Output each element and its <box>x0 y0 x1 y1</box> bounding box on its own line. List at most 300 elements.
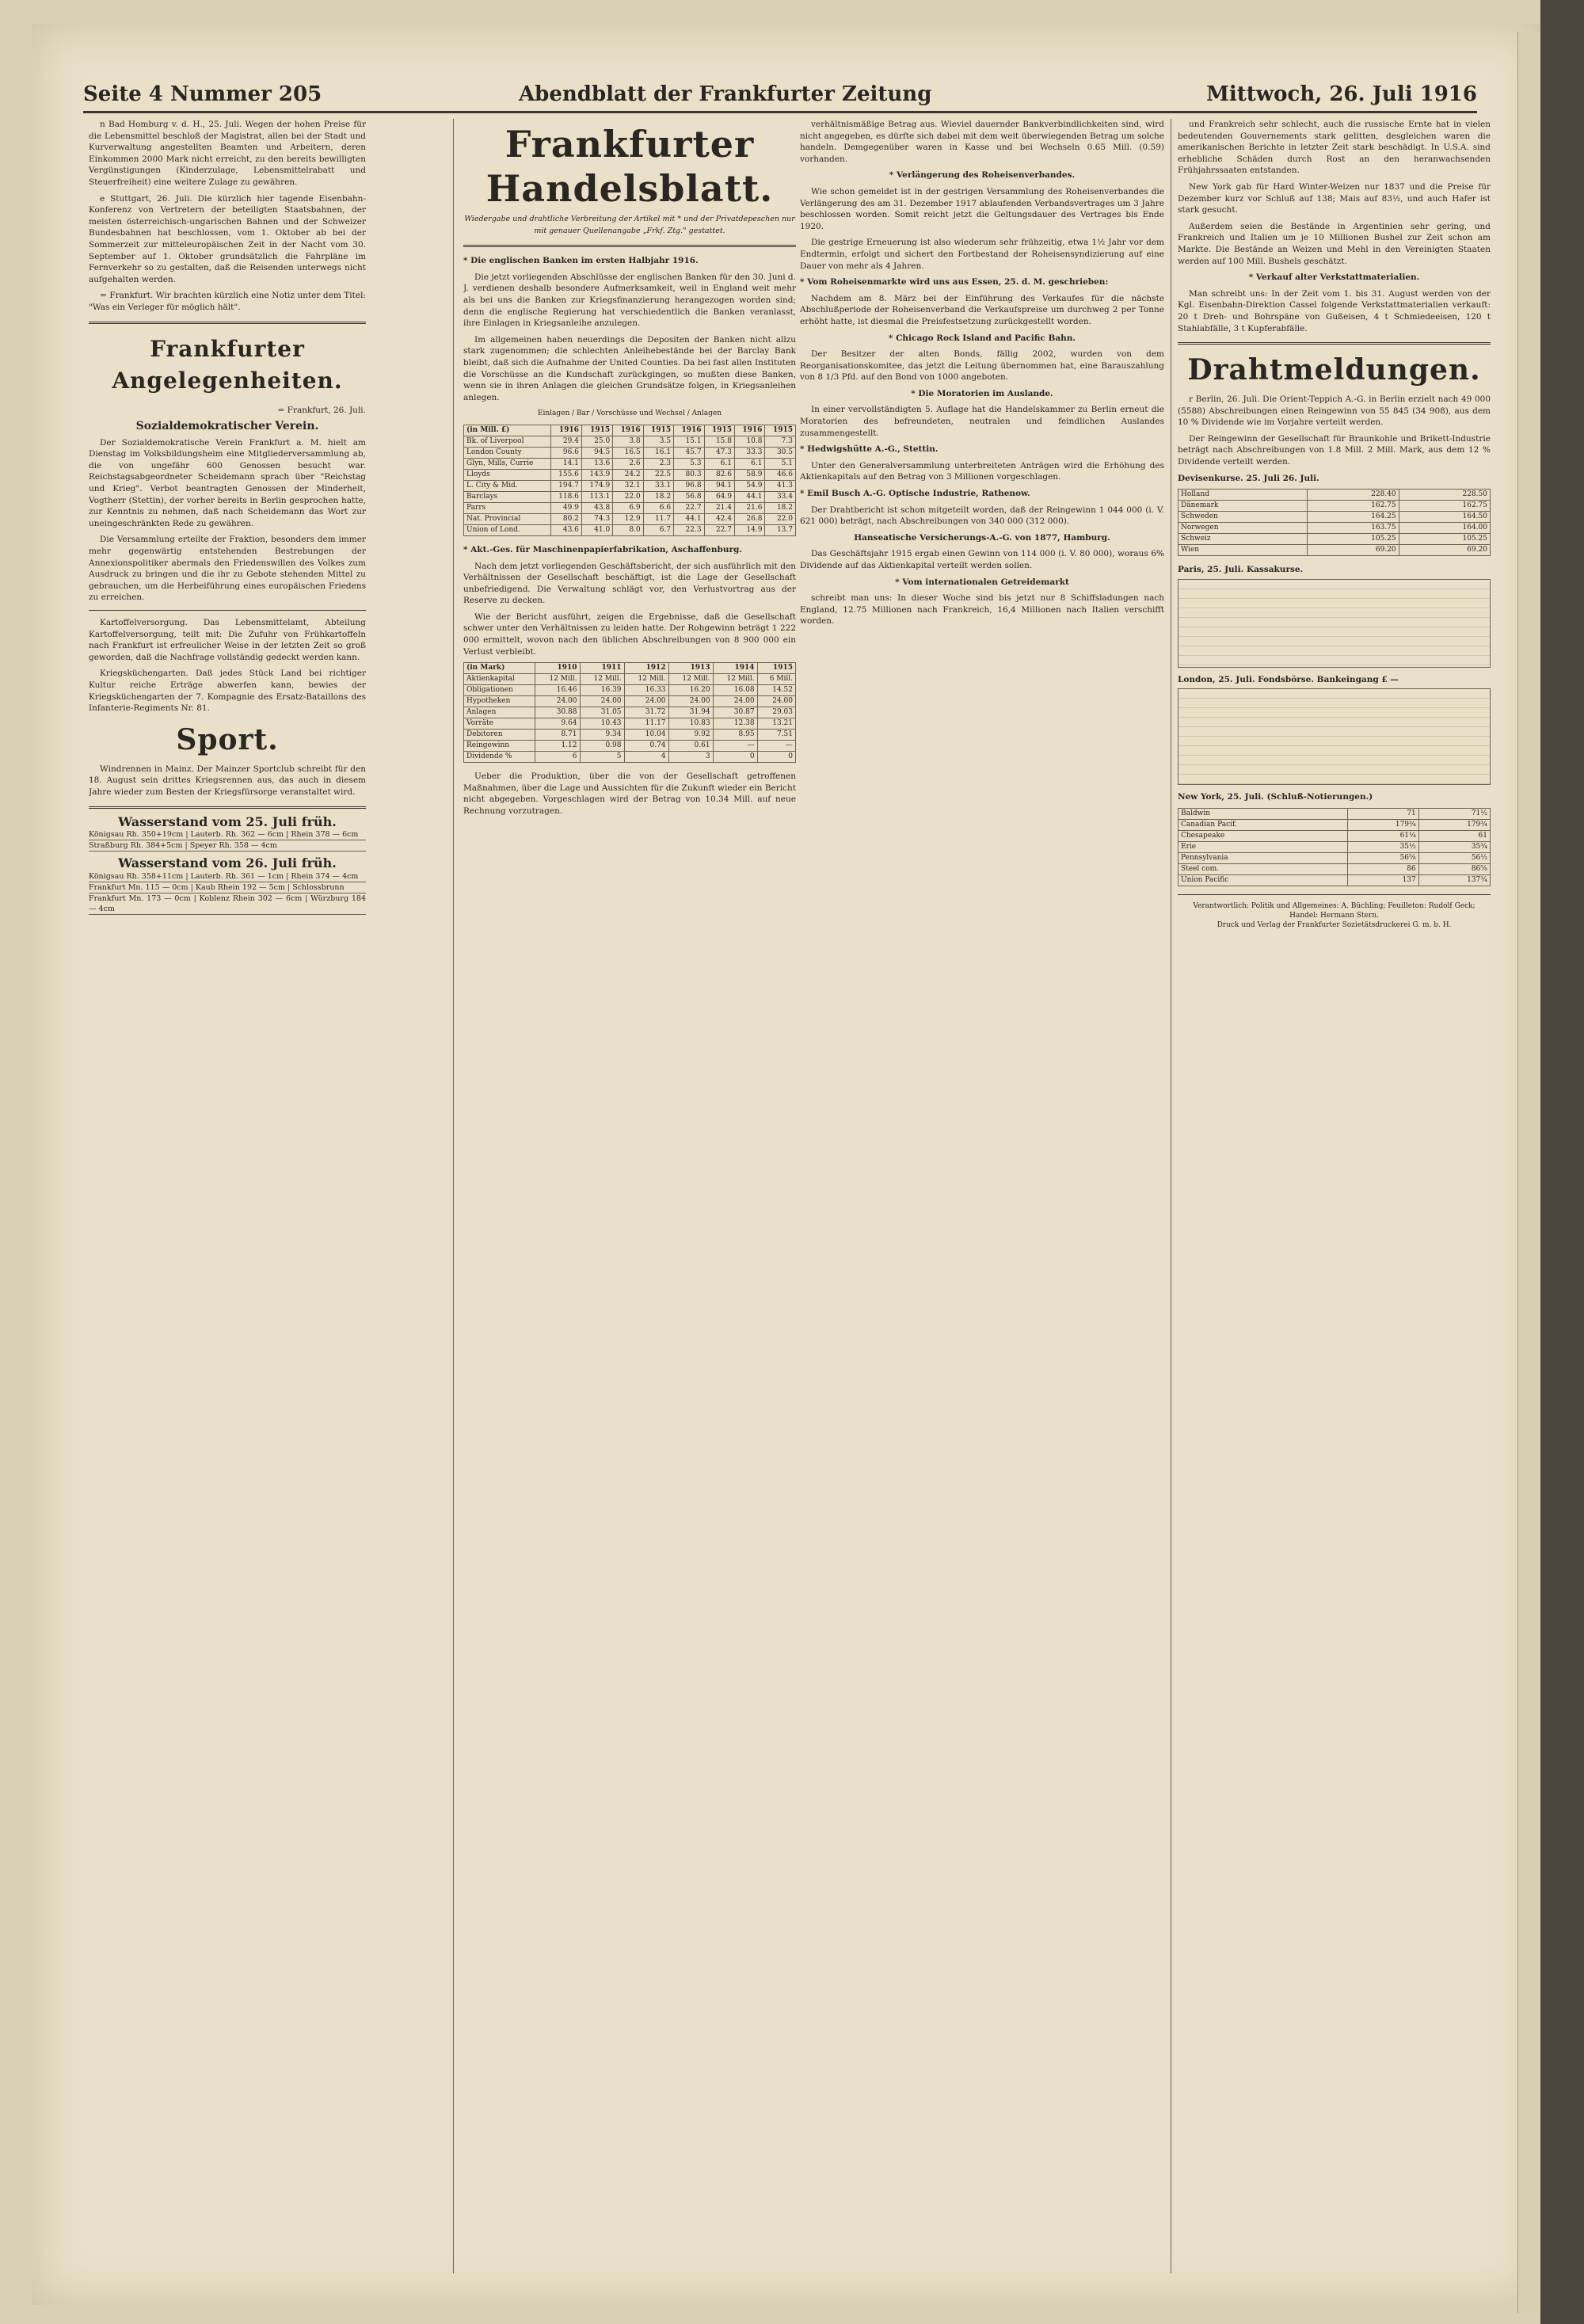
table-cell: 96.8 <box>674 480 704 491</box>
table-cell: 0 <box>757 752 795 763</box>
table-cell: 44.1 <box>674 513 704 524</box>
table-cell: 155.6 <box>550 469 581 480</box>
table-cell: 44.1 <box>735 491 765 502</box>
table-cell: 24.00 <box>580 696 624 707</box>
table-cell: 24.00 <box>668 696 713 707</box>
table-cell: Dänemark <box>1178 501 1308 512</box>
table-header-cell: (in Mill. £) <box>464 425 551 436</box>
table-cell: 22.7 <box>704 524 734 535</box>
table-cell: 163.75 <box>1308 523 1399 534</box>
page-number: Seite 4 Nummer 205 <box>83 82 322 106</box>
table-cell: 174.9 <box>581 480 612 491</box>
article-text: Der Reingewinn der Gesellschaft für Braunkohle und Brikett-Industrie beträgt nach Abschreibungen von 1.8 Mill. 2 Mill. Mark, aus dem 12 % Dividende verteilt werden. <box>1178 433 1491 467</box>
table-row <box>464 513 796 524</box>
dateline: = Frankfurt, 26. Juli. <box>277 405 366 415</box>
table-row <box>464 718 796 730</box>
article-text: Nachdem am 8. März bei der Einführung des Verkaufes für die nächste Abschlußperiode der Roheisenverband die Verkaufspreise um durchweg 2 per Tonne erhöht hatte, ist diesmal die Preisfestsetzung zurückgestellt worden. <box>800 293 1164 326</box>
table-cell: 15.8 <box>704 436 734 447</box>
table-cell: 58.9 <box>735 469 765 480</box>
table-cell: Anlagen <box>464 707 535 718</box>
article-text: verhältnismäßige Betrag aus. Wieviel dauernder Bankverbindlichkeiten sind, wird nicht angegeben, es dürfte sich dabei mit dem weit überwiegenden Betrag um solche handeln. Demgegenüber waren in Kasse und bei Wechseln 0.65 Mill. (0.59) vorhanden. <box>800 120 1164 164</box>
table-header-cell: 1915 <box>643 425 673 436</box>
table-caption: Einlagen / Bar / Vorschüsse und Wechsel / Anlagen <box>537 410 722 418</box>
table-cell: Barclays <box>464 491 551 502</box>
table-cell: 21.4 <box>704 502 734 513</box>
column-3 <box>800 119 1164 2289</box>
table-cell: 16.33 <box>624 685 668 696</box>
table-header-cell: 1915 <box>765 425 796 436</box>
balance-table <box>463 662 796 763</box>
table-cell: 12 Mill. <box>580 674 624 685</box>
article-text: Die gestrige Erneuerung ist also wiederum sehr frühzeitig, etwa 1½ Jahr vor dem Endtermin, erfolgt und sichert den Fortbestand der Roheisensyndizierung auf eine Dauer von mehr als 4 Jahren. <box>800 238 1164 271</box>
table-header-cell: 1916 <box>674 425 704 436</box>
imprint: Druck und Verlag der Frankfurter Sozietätsdruckerei G. m. b. H. <box>1217 921 1452 930</box>
table-header-cell: 1916 <box>613 425 643 436</box>
table-cell: 56.8 <box>674 491 704 502</box>
table-cell: 14.52 <box>757 685 795 696</box>
table-cell: 24.00 <box>757 696 795 707</box>
table-cell: 6.6 <box>643 502 673 513</box>
table-cell: 42.4 <box>704 513 734 524</box>
water-level-row: Straßburg Rh. 384+5cm | Speyer Rh. 358 — 4cm <box>89 840 366 851</box>
table-row <box>464 752 796 763</box>
table-header-cell: 1910 <box>535 663 580 674</box>
table-cell: 179¾ <box>1418 820 1490 831</box>
table-cell: 12 Mill. <box>624 674 668 685</box>
rates-table <box>1178 808 1491 886</box>
water-level-row: Königsau Rh. 358+11cm | Lauterb. Rh. 361 — 1cm | Rhein 374 — 4cm <box>89 871 366 882</box>
scan-border <box>1540 0 1584 2324</box>
article-text: Windrennen in Mainz. Der Mainzer Sportclub schreibt für den 18. August sein drittes Kriegsrennen aus, das auch in diesem Jahre wieder zum Besten der Kriegsfürsorge veranstaltet wird. <box>89 764 366 797</box>
article-text: schreibt man uns: In dieser Woche sind bis jetzt nur 8 Schiffsladungen nach England, 12.75 Millionen nach Frankreich, 16,4 Millionen nach Italien verschifft worden. <box>800 593 1164 627</box>
article-heading: * Die Moratorien im Auslande. <box>911 388 1053 398</box>
table-cell: 30.87 <box>713 707 757 718</box>
table-cell: 0.74 <box>624 741 668 752</box>
table-cell: 9.34 <box>580 730 624 741</box>
table-cell: 16.46 <box>535 685 580 696</box>
table-cell: 22.7 <box>674 502 704 513</box>
table-cell: 31.94 <box>668 707 713 718</box>
table-header-cell: 1915 <box>581 425 612 436</box>
table-cell: 56½ <box>1418 853 1490 864</box>
table-cell: 162.75 <box>1399 501 1490 512</box>
table-cell: 33.4 <box>765 491 796 502</box>
masthead: Frankfurter Handelsblatt. <box>485 123 774 210</box>
table-row <box>464 741 796 752</box>
table-row <box>1178 842 1491 853</box>
table-cell: 21.6 <box>735 502 765 513</box>
table-cell: 11.7 <box>643 513 673 524</box>
subheading: Sozialdemokratischer Verein. <box>135 420 319 433</box>
column-4 <box>1178 119 1491 2257</box>
table-cell: 16.1 <box>643 447 673 458</box>
article-text: In einer vervollständigten 5. Auflage hat die Handelskammer zu Berlin erneut die Moratorien des befreundeten, neutralen und feindlichen Auslandes zusammengestellt. <box>800 405 1164 438</box>
table-cell: 12 Mill. <box>535 674 580 685</box>
table-cell: 18.2 <box>643 491 673 502</box>
table-cell: Canadian Pacif. <box>1178 820 1348 831</box>
table-cell: 13.6 <box>581 458 612 469</box>
divider <box>1178 894 1491 895</box>
column-2 <box>463 119 796 2289</box>
table-cell: 164.00 <box>1399 523 1490 534</box>
table-cell: 94.1 <box>704 480 734 491</box>
table-cell: 96.6 <box>550 447 581 458</box>
table-cell: 11.17 <box>624 718 668 730</box>
table-cell: Schweiz <box>1178 534 1308 545</box>
table-cell: 5.3 <box>674 458 704 469</box>
table-cell: Vorräte <box>464 718 535 730</box>
table-cell: 16.20 <box>668 685 713 696</box>
table-cell: 33.3 <box>735 447 765 458</box>
table-cell: 10.43 <box>580 718 624 730</box>
quotes-table <box>1178 688 1491 785</box>
table-cell: 4 <box>624 752 668 763</box>
article-text: Das Geschäftsjahr 1915 ergab einen Gewinn von 114 000 (i. V. 80 000), woraus 6% Dividende auf das Aktienkapital verteilt werden sollen. <box>800 549 1164 570</box>
table-cell: 0.61 <box>668 741 713 752</box>
table-cell: 69.20 <box>1399 545 1490 556</box>
table-cell: 45.7 <box>674 447 704 458</box>
table-header-cell: 1915 <box>704 425 734 436</box>
table-cell: 14.1 <box>550 458 581 469</box>
page-header <box>83 79 1477 113</box>
table-cell: 6.1 <box>735 458 765 469</box>
newspaper-title: Abendblatt der Frankfurter Zeitung <box>519 82 932 106</box>
table-cell: — <box>757 741 795 752</box>
table-cell: Nat. Provincial <box>464 513 551 524</box>
article-heading: * Vom internationalen Getreidemarkt <box>895 577 1069 587</box>
water-level-heading: Wasserstand vom 25. Juli früh. <box>118 813 337 829</box>
table-row <box>1178 490 1491 501</box>
article-text: Die Versammlung erteilte der Fraktion, besonders dem immer mehr gegenwärtig entstehenden Bestrebungen der Annexionspolitiker abermals den Friedenswillen des Volkes zum Ausdruck zu bringen und die ihr zu Gebote stehenden Mittel zu gebrauchen, um die Herbeiführung eines europäischen Friedens zu erreichen. <box>89 535 366 603</box>
table-cell: 61 <box>1418 831 1490 842</box>
table-cell: — <box>713 741 757 752</box>
table-cell: Reingewinn <box>464 741 535 752</box>
table-cell: 9.92 <box>668 730 713 741</box>
table-cell: 43.8 <box>581 502 612 513</box>
article-heading: Hanseatische Versicherungs-A.-G. von 1877, Hamburg. <box>854 532 1110 543</box>
table-cell: 32.1 <box>613 480 643 491</box>
table-cell: 143.9 <box>581 469 612 480</box>
market-heading: New York, 25. Juli. (Schluß-Notierungen.) <box>1178 792 1373 802</box>
table-cell: 6.1 <box>704 458 734 469</box>
article-heading: * Akt.-Ges. für Maschinenpapierfabrikation, Aschaffenburg. <box>463 544 743 554</box>
table-cell: 164.25 <box>1308 512 1399 523</box>
table-row <box>1178 875 1491 886</box>
table-cell: Wien <box>1178 545 1308 556</box>
table-cell: 0.98 <box>580 741 624 752</box>
table-row <box>464 685 796 696</box>
market-heading: Devisenkurse. 25. Juli 26. Juli. <box>1178 473 1319 483</box>
article-text: r Berlin, 26. Juli. Die Orient-Teppich A.-G. in Berlin erzielt nach 49 000 (5588) Abschreibungen einen Reingewinn von 55 845 (34 908), aus dem 10 % Dividende wie im Vorjahre verteilt werden. <box>1178 394 1491 428</box>
table-cell: Dividende % <box>464 752 535 763</box>
bank-table <box>463 425 796 536</box>
table-row <box>464 469 796 480</box>
table-cell: 71½ <box>1418 809 1490 820</box>
table-cell: 29.03 <box>757 707 795 718</box>
article-heading: * Verkauf alter Verkstattmaterialien. <box>1248 272 1420 283</box>
table-cell: 15.1 <box>674 436 704 447</box>
table-cell: 12 Mill. <box>713 674 757 685</box>
rates-table <box>1178 489 1491 556</box>
table-cell: 61¼ <box>1347 831 1418 842</box>
table-cell: 10.8 <box>735 436 765 447</box>
table-cell: 64.9 <box>704 491 734 502</box>
table-cell: Debitoren <box>464 730 535 741</box>
table-cell: Union of Lond. <box>464 524 551 535</box>
table-header-cell: 1916 <box>550 425 581 436</box>
article-text: New York gab für Hard Winter-Weizen nur 1837 und die Preise für Dezember kurz vor Schluß auf 138; Mais auf 83½, und auch Hafer ist stark gesucht. <box>1178 181 1491 215</box>
article-heading: * Chicago Rock Island and Pacific Bahn. <box>888 333 1076 343</box>
table-cell: Erie <box>1178 842 1348 853</box>
table-cell: 6.7 <box>643 524 673 535</box>
table-cell: 69.20 <box>1308 545 1399 556</box>
table-header-cell: 1914 <box>713 663 757 674</box>
table-cell: Baldwin <box>1178 809 1348 820</box>
table-cell: 7.3 <box>765 436 796 447</box>
table-cell: 16.39 <box>580 685 624 696</box>
table-cell: 7.51 <box>757 730 795 741</box>
table-row <box>464 491 796 502</box>
table-row <box>1178 864 1491 875</box>
article-heading: * Die englischen Banken im ersten Halbjahr 1916. <box>463 256 699 266</box>
table-cell: 10.83 <box>668 718 713 730</box>
table-cell: 25.0 <box>581 436 612 447</box>
table-cell: 22.5 <box>643 469 673 480</box>
table-cell: 0 <box>713 752 757 763</box>
table-cell: 41.0 <box>581 524 612 535</box>
article-text: n Bad Homburg v. d. H., 25. Juli. Wegen der hohen Preise für die Lebensmittel beschloß der Magistrat, allen bei der Stadt und Kurverwaltung angestellten Beamten und Arbeitern, deren Einkommen 2000 Mark nicht erreicht, zu den bereits bewilligten Vergünstigungen (Kinderzulage, Lebensmittelrabatt und Steuerfreiheit) eine weitere Zulage zu gewähren. <box>89 120 366 187</box>
table-header-cell: 1911 <box>580 663 624 674</box>
table-cell: 41.3 <box>765 480 796 491</box>
table-cell: 54.9 <box>735 480 765 491</box>
table-row <box>1178 512 1491 523</box>
table-cell: 30.88 <box>535 707 580 718</box>
table-cell: 3.5 <box>643 436 673 447</box>
table-cell: 118.6 <box>550 491 581 502</box>
water-level-row: Frankfurt Mn. 173 — 0cm | Koblenz Rhein 302 — 6cm | Würzburg 184 — 4cm <box>89 893 366 913</box>
table-cell: 16.5 <box>613 447 643 458</box>
table-row <box>1178 820 1491 831</box>
table-row <box>1178 534 1491 545</box>
table-cell: 10.04 <box>624 730 668 741</box>
table-cell: 179¾ <box>1347 820 1418 831</box>
table-cell: Union Pacific <box>1178 875 1348 886</box>
table-cell: 5.1 <box>765 458 796 469</box>
table-cell: Norwegen <box>1178 523 1308 534</box>
section-heading: Frankfurter Angelegenheiten. <box>112 335 343 394</box>
table-cell: 105.25 <box>1308 534 1399 545</box>
table-row <box>464 502 796 513</box>
table-cell: 74.3 <box>581 513 612 524</box>
table-cell: 9.64 <box>535 718 580 730</box>
market-heading: London, 25. Juli. Fondsbörse. Bankeingang £ — <box>1178 674 1399 684</box>
table-cell: 12.38 <box>713 718 757 730</box>
table-cell: 22.0 <box>613 491 643 502</box>
table-header-cell: 1913 <box>668 663 713 674</box>
article-heading: * Hedwigshütte A.-G., Stettin. <box>800 444 939 455</box>
quotes-table <box>1178 579 1491 668</box>
table-cell: 33.1 <box>643 480 673 491</box>
table-cell: 2.3 <box>643 458 673 469</box>
table-cell: 6 Mill. <box>757 674 795 685</box>
table-cell: 35¾ <box>1418 842 1490 853</box>
table-cell: Pennsylvania <box>1178 853 1348 864</box>
table-row <box>1178 501 1491 512</box>
table-row <box>464 730 796 741</box>
water-level-row: Königsau Rh. 350+19cm | Lauterb. Rh. 362 — 6cm | Rhein 378 — 6cm <box>89 829 366 840</box>
table-cell: 12 Mill. <box>668 674 713 685</box>
article-text: Wie der Bericht ausführt, zeigen die Ergebnisse, daß die Gesellschaft schwer unter den Verhältnissen zu leiden hatte. Der Rohgewinn beträgt 1 222 000 ermittelt, wovon nach den üblichen Abschreibungen von 8 900 000 ein Verlust verbleibt. <box>463 611 796 657</box>
table-cell: 162.75 <box>1308 501 1399 512</box>
article-text: Im allgemeinen haben neuerdings die Depositen der Banken nicht allzu stark zugenommen; die schlechten Anleihebestände bei der Barclay Bank bleibt, daß sich die Aufnahme der United Counties. Da bei fast allen Instituten die Vorschüsse an die Kundschaft zurückgingen, so mußten diese Banken, wenn sie in ihren Anlagen die gleichen Grundsätze folgen, in Kriegsanleihen anlegen. <box>463 334 796 402</box>
table-cell: 12.9 <box>613 513 643 524</box>
table-cell: 8.95 <box>713 730 757 741</box>
table-cell: 80.3 <box>674 469 704 480</box>
article-text: und Frankreich sehr schlecht, auch die russische Ernte hat in vielen bedeutenden Gouvernements stark gelitten, desgleichen waren die amerikanischen Berichte in letzter Zeit stark beschädigt. In U.S.A. sind erhebliche Schäden durch Rost an den heranwachsenden Frühjahrssaaten entstanden. <box>1178 120 1491 176</box>
table-row <box>464 447 796 458</box>
imprint: Verantwortlich: Politik und Allgemeines: A. Büchling; Feuilleton: Rudolf Geck; Handel: Hermann Stern. <box>1193 902 1475 920</box>
table-header-cell: 1912 <box>624 663 668 674</box>
table-cell: 80.2 <box>550 513 581 524</box>
table-cell: 46.6 <box>765 469 796 480</box>
article-text: = Frankfurt. Wir brachten kürzlich eine Notiz unter dem Titel: "Was ein Verleger für möglich hält". <box>89 291 366 312</box>
table-cell: Obligationen <box>464 685 535 696</box>
table-row <box>1178 809 1491 820</box>
table-cell: Glyn, Mills, Currie <box>464 458 551 469</box>
article-text: Ueber die Produktion, über die von der Gesellschaft getroffenen Maßnahmen, über die Lage und Aussichten für die Zukunft wieder ein Bericht nicht abgegeben. Vorgeschlagen wird der Betrag von 10.34 Mill. auf neue Rechnung vorzutragen. <box>463 771 796 817</box>
table-header-cell: 1915 <box>757 663 795 674</box>
table-cell: London County <box>464 447 551 458</box>
table-cell: 47.3 <box>704 447 734 458</box>
table-cell: 3 <box>668 752 713 763</box>
table-cell: 8.0 <box>613 524 643 535</box>
divider <box>89 610 366 611</box>
table-row <box>464 480 796 491</box>
table-cell: 24.2 <box>613 469 643 480</box>
article-text: Kartoffelversorgung. Das Lebensmittelamt, Abteilung Kartoffelversorgung, teilt mit: Die Zufuhr von Frühkartoffeln nach Frankfurt ist erfreulicher Weise in der letzten Zeit so groß geworden, daß die Nachfrage vollständig gedeckt werden kann. <box>89 618 366 662</box>
article-text: Der Drahtbericht ist schon mitgeteilt worden, daß der Reingewinn 1 044 000 (i. V. 621 000) beträgt, nach Abschreibungen von 340 000 (312 000). <box>800 505 1164 527</box>
table-row <box>1178 853 1491 864</box>
article-text: Kriegsküchengarten. Daß jedes Stück Land bei richtiger Kultur reiche Erträge abwerfen kann, bewies der Kriegsküchengarten der 7. Kompagnie des Ersatz-Bataillons des Infanterie-Regiments Nr. 81. <box>89 669 366 714</box>
table-cell: 86 <box>1347 864 1418 875</box>
table-cell: Holland <box>1178 490 1308 501</box>
table-row <box>464 436 796 447</box>
table-cell: 137 <box>1347 875 1418 886</box>
table-cell: Chesapeake <box>1178 831 1348 842</box>
divider <box>463 245 796 247</box>
divider <box>1178 342 1491 345</box>
table-row <box>1178 523 1491 534</box>
market-heading: Paris, 25. Juli. Kassakurse. <box>1178 565 1304 575</box>
table-cell: 71 <box>1347 809 1418 820</box>
table-cell: 31.72 <box>624 707 668 718</box>
table-cell: Aktienkapital <box>464 674 535 685</box>
article-text: e Stuttgart, 26. Juli. Die kürzlich hier tagende Eisenbahn-Konferenz von Vertretern der beteiligten Staatsbahnen, der meisten österreichisch-ungarischen Bahnen und der Schweizer Bundesbahnen hat beschlossen, vom 1. Oktober ab bei der Sommerzeit zur mitteleuropäischen Zeit in der Nacht vom 30. September auf 1. Oktober grundsätzlich die Fahrpläne im Fernverkehr so zu gestalten, daß die Reisenden unterwegs nicht aufgehalten werden. <box>89 193 366 284</box>
reprint-note: Wiedergabe und drahtliche Verbreitung der Artikel mit * und der Privatdepeschen nur mit genauer Quellenangabe „Frkf. Ztg." gestattet. <box>464 215 795 235</box>
table-cell: Hypotheken <box>464 696 535 707</box>
table-cell: 22.0 <box>765 513 796 524</box>
article-text: Die jetzt vorliegenden Abschlüsse der englischen Banken für den 30. Juni d. J. verdienen deshalb besondere Aufmerksamkeit, weil in England weit mehr als bei uns die Banken zur Kriegsfinanzierung herangezogen worden sind; denn die englische Regierung hat verschiedentlich die Banken veranlasst, ihre Einlagen in Kriegsanleihe anzulegen. <box>463 272 796 329</box>
table-cell: Schweden <box>1178 512 1308 523</box>
table-cell: 1.12 <box>535 741 580 752</box>
table-cell: 228.40 <box>1308 490 1399 501</box>
article-text: Der Sozialdemokratische Verein Frankfurt a. M. hielt am Dienstag im Volksbildungsheim eine Mitgliederversammlung ab, die von ungefähr 600 Genossen besucht war. Reichstagsabgeordneter Scheidemann sprach über "Reichstag und Krieg". Verbot beantragten Genossen der Minderheit, Vogtherr (Stettin), der vorher bereits in Berlin gesprochen hatte, zur Kenntnis zu nehmen, daß nach Scheidemann das Wort zur uneingeschränkten Rede zu gewähren. <box>89 437 366 528</box>
table-cell: 22.3 <box>674 524 704 535</box>
table-cell: 194.7 <box>550 480 581 491</box>
table-header-cell: (in Mark) <box>464 663 535 674</box>
table-cell: L. City & Mid. <box>464 480 551 491</box>
table-cell: 24.00 <box>535 696 580 707</box>
table-cell: 24.00 <box>624 696 668 707</box>
article-heading: * Vom Roheisenmarkte wird uns aus Essen, 25. d. M. geschrieben: <box>800 277 1109 288</box>
table-cell: 56⅝ <box>1347 853 1418 864</box>
table-cell: 113.1 <box>581 491 612 502</box>
article-heading: * Emil Busch A.-G. Optische Industrie, Rathenow. <box>800 489 1030 499</box>
table-cell: 137¾ <box>1418 875 1490 886</box>
divider <box>89 322 366 324</box>
table-cell: 18.2 <box>765 502 796 513</box>
table-cell: 29.4 <box>550 436 581 447</box>
table-cell: 3.8 <box>613 436 643 447</box>
table-cell: 13.21 <box>757 718 795 730</box>
article-text: Außerdem seien die Bestände in Argentinien sehr gering, und Frankreich und Italien um je 10 Millionen Bushel zur Zeit schon am Markte. Die Bestände an Weizen und Mehl in den Vereinigten Staaten werden auf 100 Mill. Bushels geschätzt. <box>1178 221 1491 266</box>
table-cell: 105.25 <box>1399 534 1490 545</box>
table-row <box>464 696 796 707</box>
table-cell: 30.5 <box>765 447 796 458</box>
article-heading: * Verlängerung des Roheisenverbandes. <box>889 170 1076 181</box>
table-cell: Bk. of Liverpool <box>464 436 551 447</box>
table-cell: 26.8 <box>735 513 765 524</box>
water-level-heading: Wasserstand vom 26. Juli früh. <box>118 855 337 871</box>
table-header-cell: 1916 <box>735 425 765 436</box>
article-text: Man schreibt uns: In der Zeit vom 1. bis 31. August werden von der Kgl. Eisenbahn-Direktion Cassel folgende Verkstattmaterialien verkauft: 20 t Dreh- und Bohrspäne von Gußeisen, 4 t Schmiedeeisen, 120 t Stahlabfälle, 3 t Kupferabfälle. <box>1178 288 1491 333</box>
article-text: Nach dem jetzt vorliegenden Geschäftsbericht, der sich ausführlich mit den Verhältnissen der Gesellschaft beschäftigt, ist die Lage der Gesellschaft unbefriedigend. Die Verwaltung schlägt vor, den Verlustvortrag aus der Reserve zu decken. <box>463 561 796 606</box>
table-row <box>1178 831 1491 842</box>
table-cell: 24.00 <box>713 696 757 707</box>
table-cell: 43.6 <box>550 524 581 535</box>
article-text: Wie schon gemeldet ist in der gestrigen Versammlung des Roheisenverbandes die Verlängerung des am 31. Dezember 1917 ablaufenden Verbandsvertrages um 3 Jahre beschlossen worden. Somit reicht jetzt die Geltungsdauer des Vertrages bis Ende 1920. <box>800 186 1164 231</box>
adjacent-page-strip <box>1517 32 1540 2313</box>
table-cell: 13.7 <box>765 524 796 535</box>
table-cell: 164.50 <box>1399 512 1490 523</box>
table-cell: Parrs <box>464 502 551 513</box>
column-rule <box>453 119 454 2273</box>
table-cell: 82.6 <box>704 469 734 480</box>
table-row <box>464 458 796 469</box>
issue-date: Mittwoch, 26. Juli 1916 <box>1206 82 1477 106</box>
section-heading: Drahtmeldungen. <box>1187 353 1481 387</box>
table-cell: Steel com. <box>1178 864 1348 875</box>
table-cell: 5 <box>580 752 624 763</box>
table-cell: 31.05 <box>580 707 624 718</box>
table-cell: 2.6 <box>613 458 643 469</box>
table-cell: 16.08 <box>713 685 757 696</box>
water-level-row: Frankfurt Mn. 115 — 0cm | Kaub Rhein 192 — 5cm | Schlossbrunn <box>89 882 366 893</box>
table-row <box>464 524 796 535</box>
table-cell: 14.9 <box>735 524 765 535</box>
table-row <box>464 707 796 718</box>
table-row <box>1178 545 1491 556</box>
table-cell: 35½ <box>1347 842 1418 853</box>
table-cell: 228.50 <box>1399 490 1490 501</box>
table-cell: 6.9 <box>613 502 643 513</box>
article-text: Der Besitzer der alten Bonds, fällig 2002, wurden von dem Reorganisationskomitee, das jetzt die Leitung übernommen hat, eine Barauszahlung von 8 1/3 Pfd. auf den Bond von 1000 angeboten. <box>800 349 1164 383</box>
table-cell: 86⅝ <box>1418 864 1490 875</box>
column-1 <box>89 119 366 2273</box>
divider <box>89 806 366 809</box>
table-cell: 49.9 <box>550 502 581 513</box>
table-cell: 8.71 <box>535 730 580 741</box>
